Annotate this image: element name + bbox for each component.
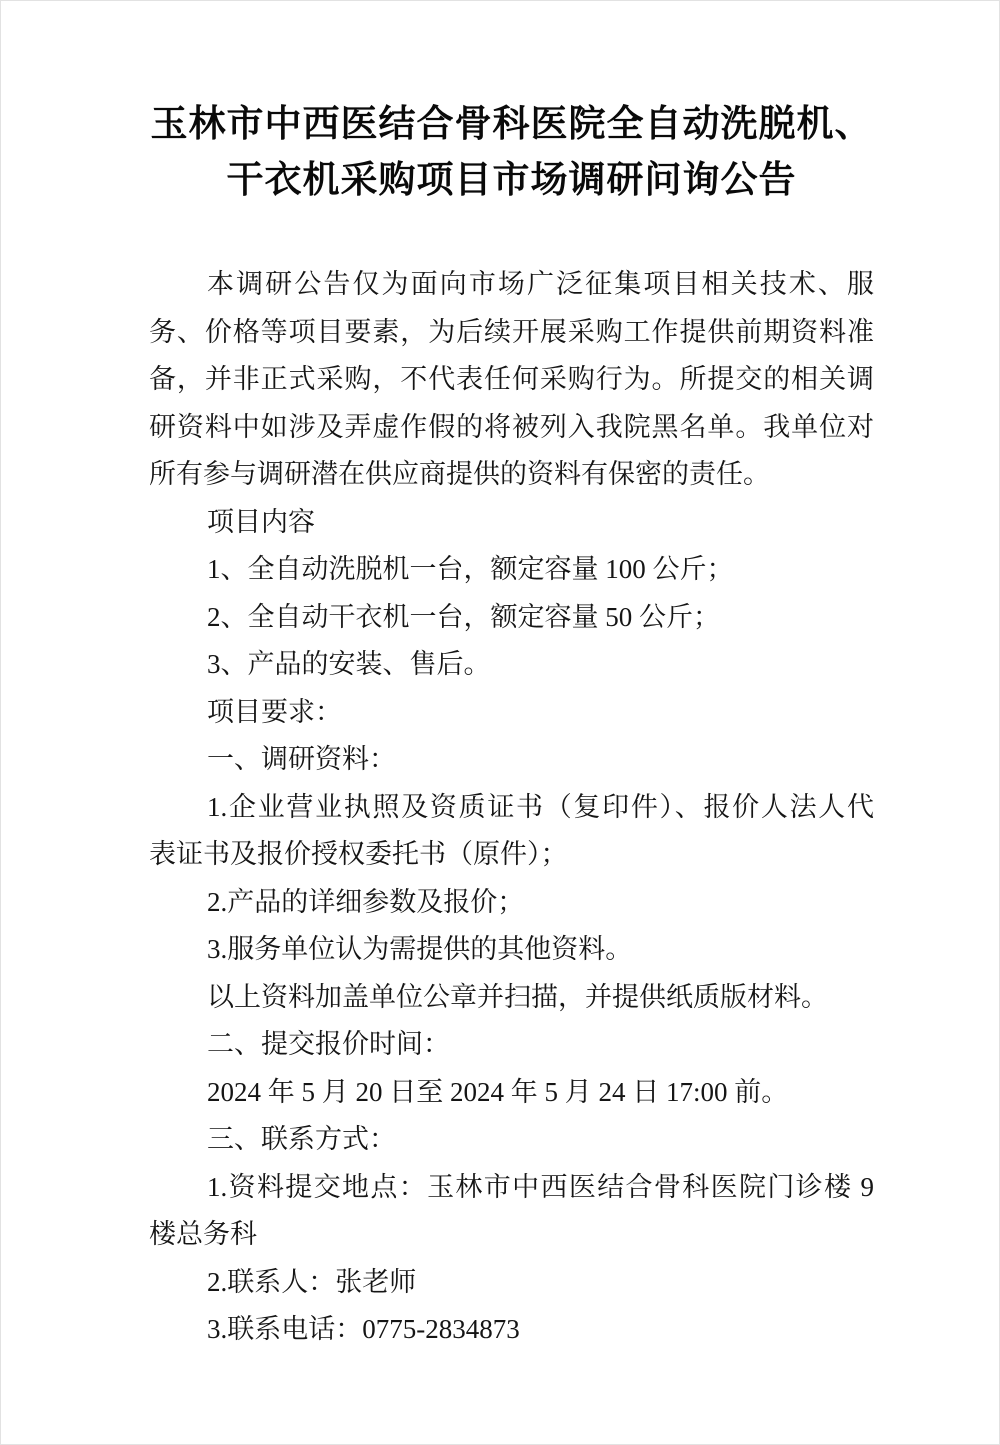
document-title-line-2: 干衣机采购项目市场调研问询公告	[226, 160, 797, 201]
document-line: 二、提交报价时间：	[207, 1029, 450, 1059]
document-line: 2.联系人：张老师	[207, 1266, 417, 1297]
document-line: 3.服务单位认为需提供的其他资料。	[207, 934, 633, 964]
document-title	[149, 97, 874, 209]
document-line: 所有参与调研潜在供应商提供的资料有保密的责任。	[149, 459, 770, 489]
document-line: 本调研公告仅为面向市场广泛征集项目相关技术、服	[207, 269, 874, 299]
document-line: 以上资料加盖单位公章并扫描，并提供纸质版材料。	[207, 981, 828, 1012]
document-line: 3、产品的安装、售后。	[207, 649, 491, 679]
document-line: 表证书及报价授权委托书（原件）；	[149, 839, 568, 869]
document-line: 1.企业营业执照及资质证书（复印件）、报价人法人代	[207, 791, 874, 822]
document-line: 1、全自动洗脱机一台，额定容量 100 公斤；	[207, 554, 734, 584]
document-line: 2、全自动干衣机一台，额定容量 50 公斤；	[207, 601, 720, 632]
document-line: 一、调研资料：	[207, 744, 396, 774]
document-line: 研资料中如涉及弄虚作假的将被列入我院黑名单。我单位对	[149, 411, 874, 442]
document-line: 项目内容	[207, 506, 315, 537]
document-line: 三、联系方式：	[207, 1124, 396, 1154]
document-line: 备，并非正式采购，不代表任何采购行为。所提交的相关调	[149, 364, 874, 394]
document-line: 楼总务科	[149, 1219, 257, 1249]
document-title-line-1: 玉林市中西医结合骨科医院全自动洗脱机、	[150, 104, 873, 145]
document-line: 3.联系电话：0775-2834873	[207, 1314, 520, 1344]
document-body	[149, 261, 874, 1354]
document-line: 务、价格等项目要素，为后续开展采购工作提供前期资料准	[149, 316, 874, 347]
document-line: 项目要求：	[207, 696, 342, 727]
document-line: 2.产品的详细参数及报价；	[207, 886, 525, 917]
document-line: 2024 年 5 月 20 日至 2024 年 5 月 24 日 17:00 前。	[207, 1076, 789, 1107]
document-line: 1.资料提交地点：玉林市中西医结合骨科医院门诊楼 9	[207, 1171, 874, 1202]
